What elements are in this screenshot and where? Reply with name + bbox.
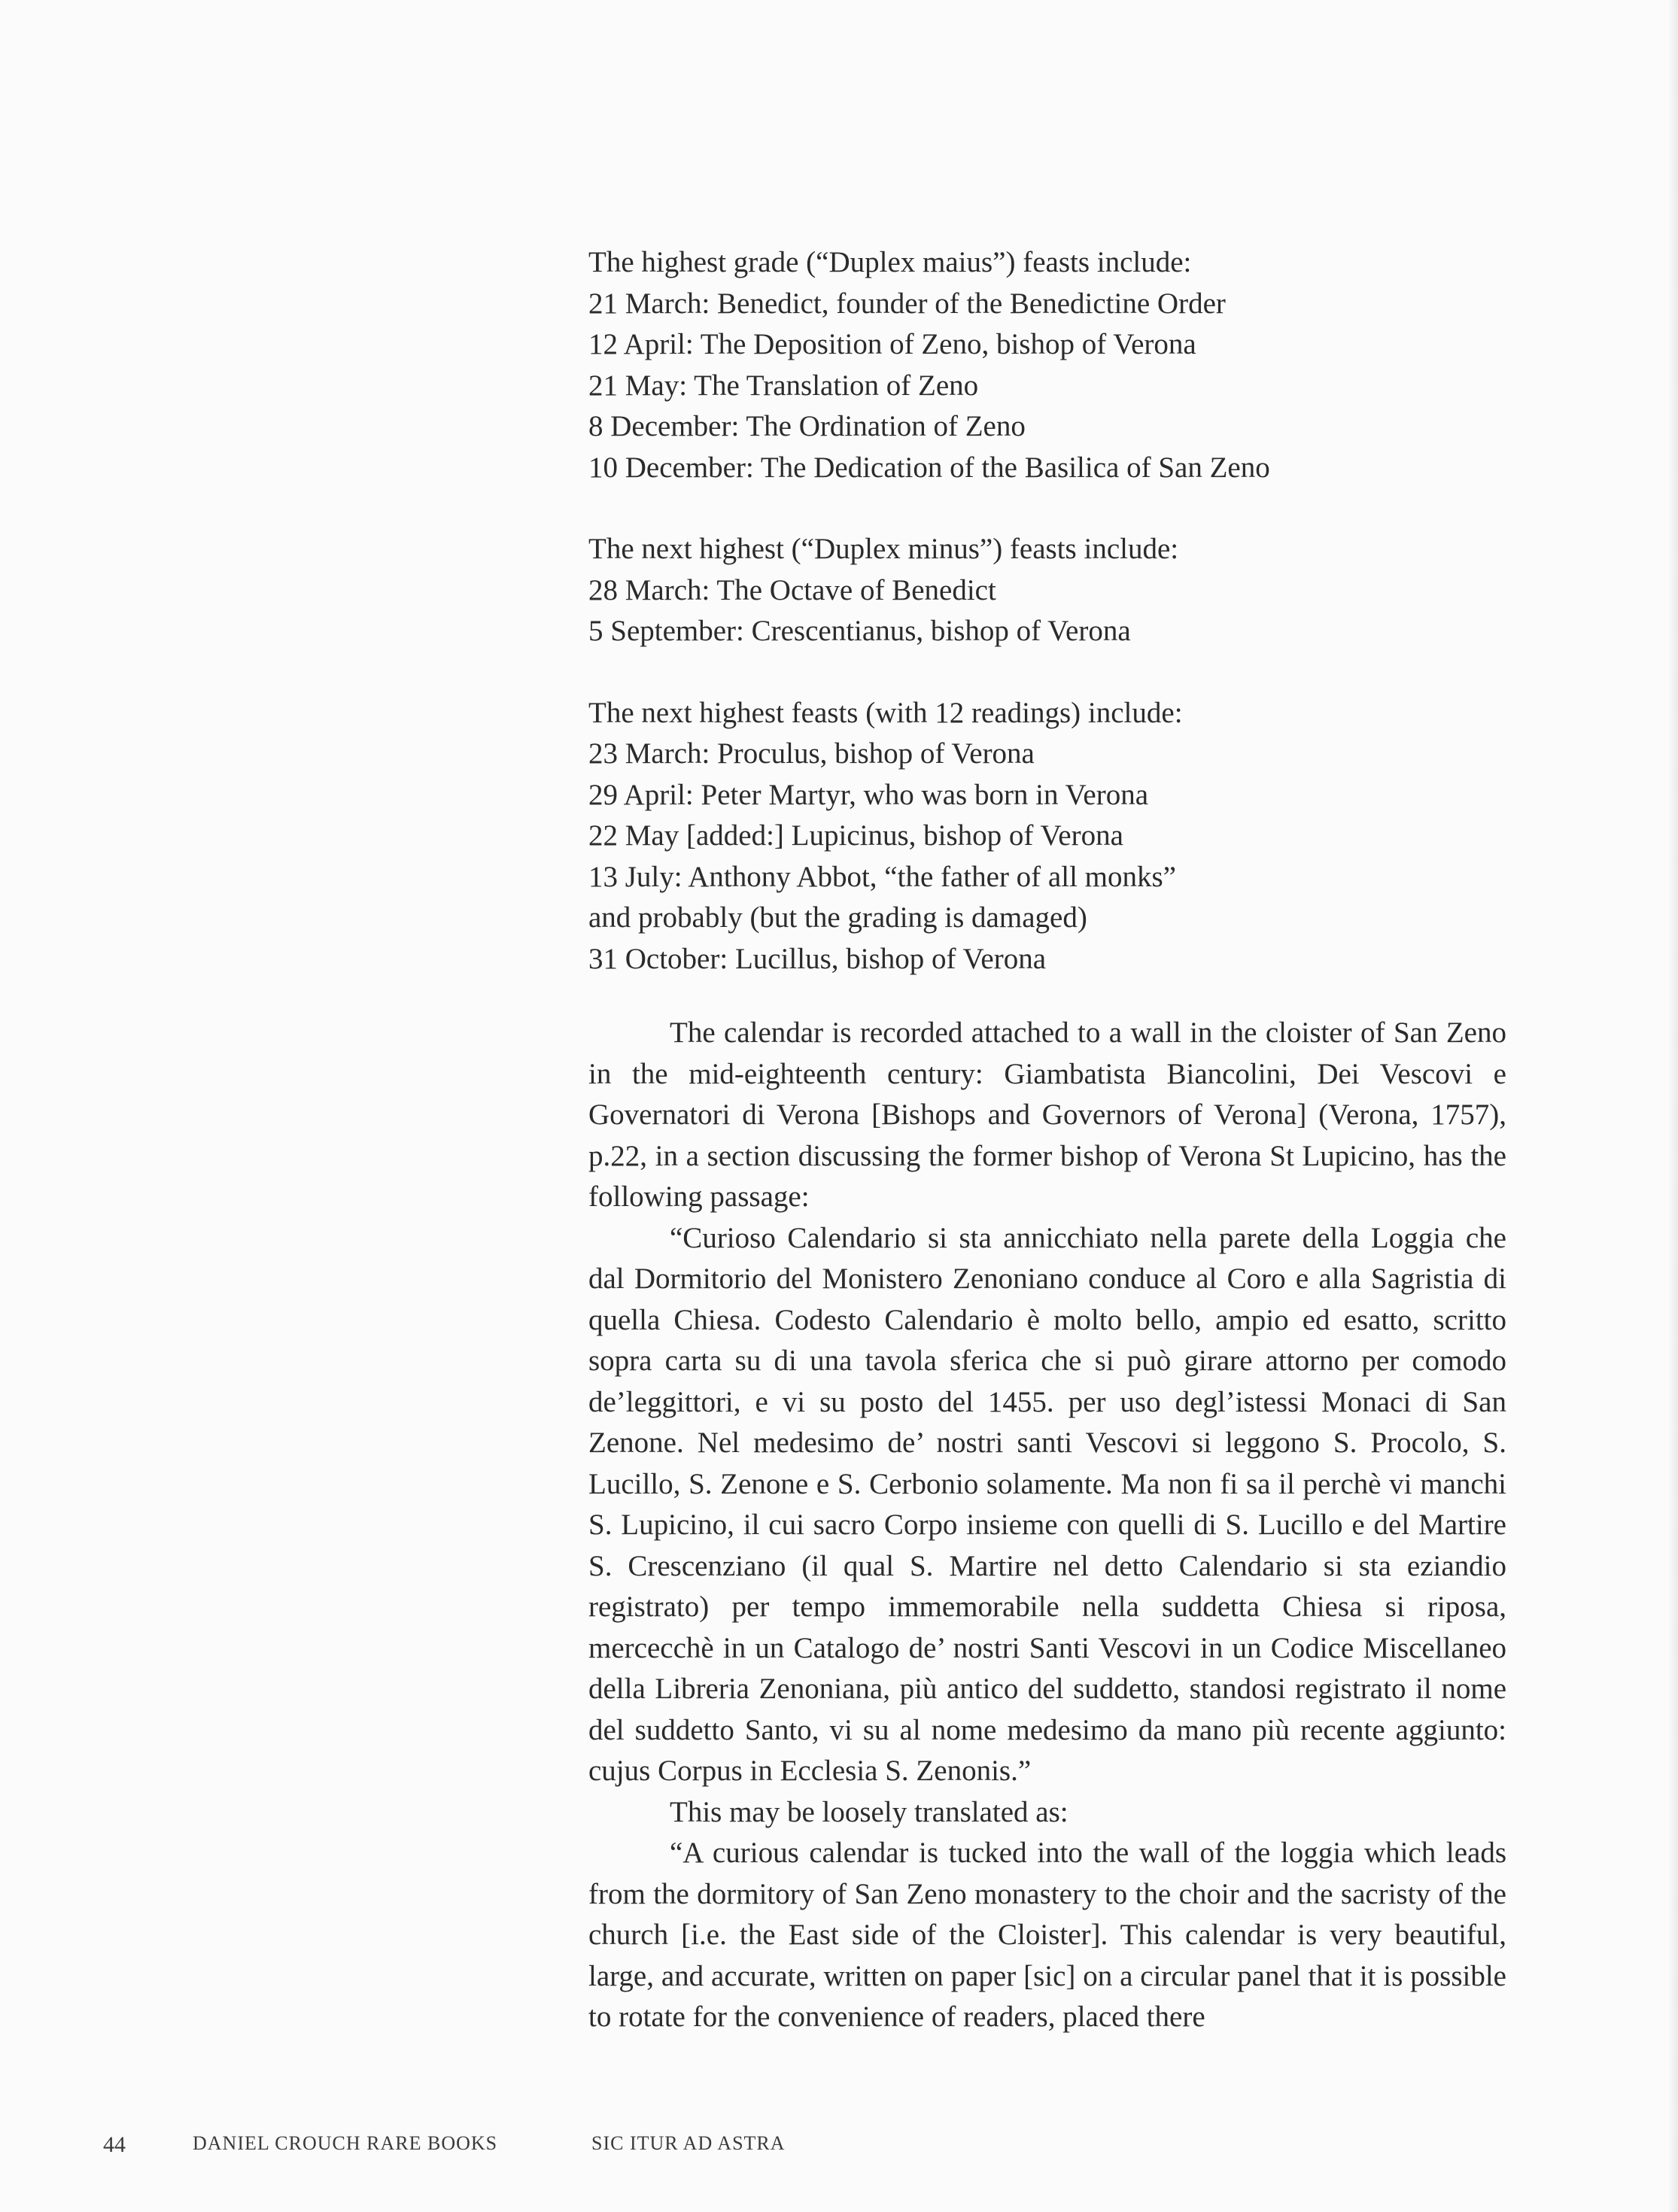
page-number: 44 — [103, 2132, 126, 2157]
feast-list-twelve-readings — [588, 693, 1506, 980]
list-item: 29 April: Peter Martyr, who was born in Verona — [588, 778, 1149, 811]
list-item: 13 July: Anthony Abbot, “the father of all monks” — [588, 860, 1176, 893]
list-heading: The highest grade (“Duplex maius”) feasts include: — [588, 246, 1192, 278]
list-item: 10 December: The Dedication of the Basilica of San Zeno — [588, 451, 1270, 484]
list-item: 23 March: Proculus, bishop of Verona — [588, 737, 1035, 770]
list-item: and probably (but the grading is damaged) — [588, 901, 1087, 934]
list-item: 21 March: Benedict, founder of the Benedictine Order — [588, 287, 1226, 320]
paragraph-italian-quote: “Curioso Calendario si sta annicchiato nella parete della Loggia che dal Dormitorio del Monistero Zenoniano conduce al Coro e alla Sagristia di quella Chiesa. Codesto Calendario è molto bello, ampio ed esatto, scritto sopra carta su di una tavola sferica che si può girare attorno per comodo de’leggittori, e vi su posto del 1455. per uso degl’istessi Monaci di San Zenone. Nel medesimo de’ nostri santi Vescovi si leggono S. Procolo, S. Lucillo, S. Zenone e S. Cerbonio solamente. Ma non fi sa il perchè vi manchi S. Lupicino, il cui sacro Corpo insieme con quelli di S. Lucillo e del Martire S. Crescenziano (il qual S. Martire nel detto Calendario si sta eziandio registrato) per tempo immemorabile nella suddetta Chiesa si riposa, mercecchè in un Catalogo de’ nostri Santi Vescovi in un Codice Miscellaneo della Libreria Zenoniana, più antico del suddetto, standosi registrato il nome del suddetto Santo, vi su al nome medesimo da mano più recente aggiunto: cujus Corpus in Ecclesia S. Zenonis.” — [588, 1221, 1506, 1787]
list-item: 8 December: The Ordination of Zeno — [588, 410, 1026, 442]
paragraph-english-translation: “A curious calendar is tucked into the wall of the loggia which leads from the dormitory of San Zeno monastery to the choir and the sacristy of the church [i.e. the East side of the Cloister]. This calendar is very beautiful, large, and accurate, written on paper [sic] on a circular panel that it is possible to rotate for the convenience of readers, placed there — [588, 1837, 1506, 2033]
paragraph-calendar-record: The calendar is recorded attached to a wall in the cloister of San Zeno in the mid-eighteenth century: Giambatista Biancolini, Dei Vescovi e Governatori di Verona [Bishops and Governors of Verona] (Verona, 1757), p.22, in a section discussing the former bishop of Verona St Lupicino, has the following passage: — [588, 1016, 1506, 1213]
list-item: 12 April: The Deposition of Zeno, bishop of Verona — [588, 328, 1196, 360]
main-text — [588, 242, 1506, 2038]
list-item: 28 March: The Octave of Benedict — [588, 573, 996, 606]
list-heading: The next highest feasts (with 12 readings) include: — [588, 696, 1183, 729]
page-edge-shadow — [1667, 0, 1678, 2212]
publisher-name: DANIEL CROUCH RARE BOOKS — [193, 2132, 498, 2154]
book-title: SIC ITUR AD ASTRA — [591, 2132, 786, 2154]
feast-list-duplex-maius — [588, 242, 1506, 488]
list-item: 5 September: Crescentianus, bishop of Verona — [588, 615, 1131, 647]
list-item: 22 May [added:] Lupicinus, bishop of Verona — [588, 819, 1123, 852]
list-heading: The next highest (“Duplex minus”) feasts include: — [588, 533, 1179, 565]
list-item: 21 May: The Translation of Zeno — [588, 369, 979, 402]
list-item: 31 October: Lucillus, bishop of Verona — [588, 942, 1047, 975]
feast-list-duplex-minus — [588, 529, 1506, 652]
paragraph-translation-intro: This may be loosely translated as: — [670, 1795, 1069, 1828]
